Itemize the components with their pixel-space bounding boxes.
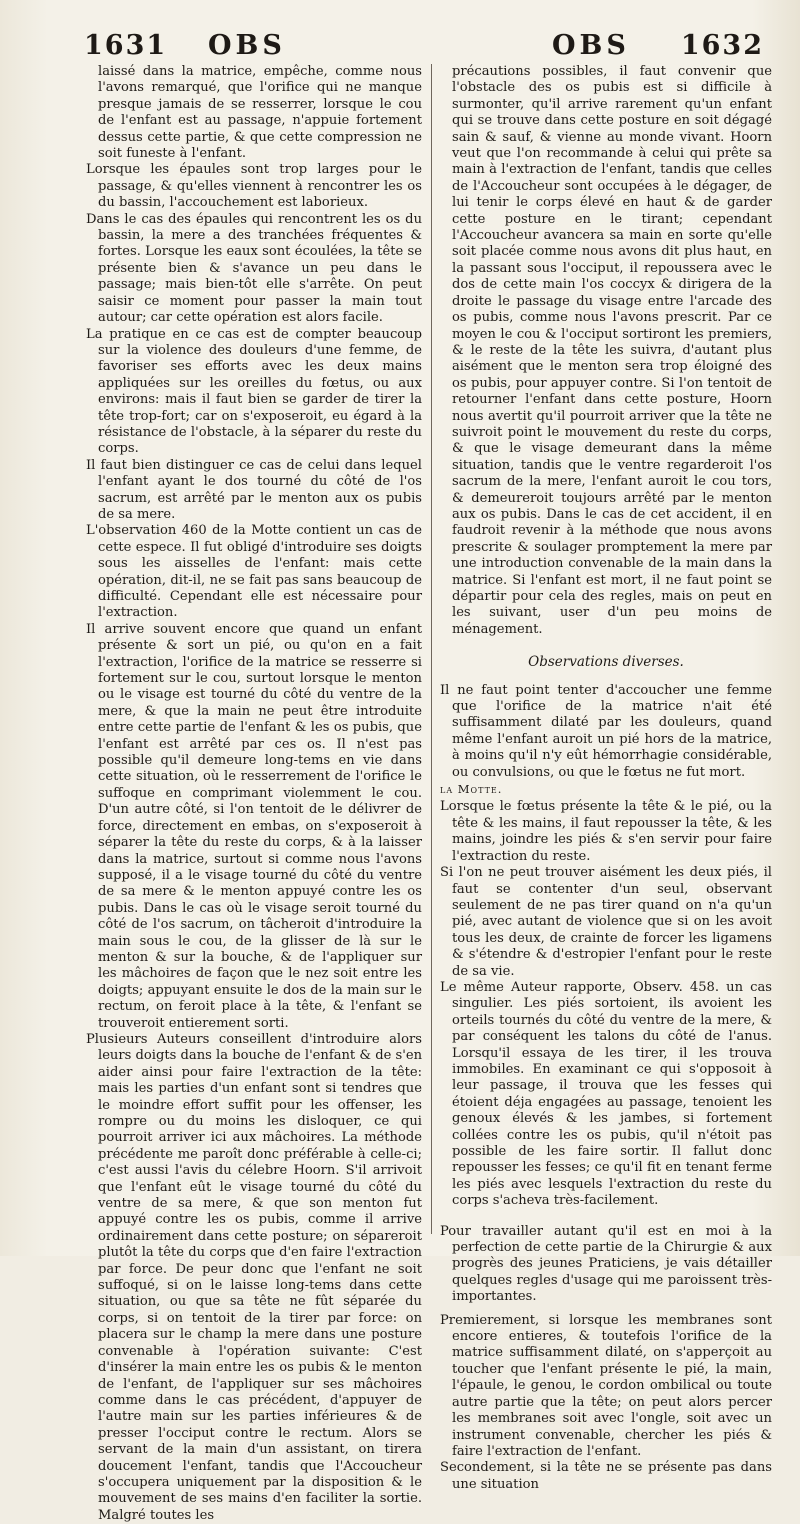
paragraph: laissé dans la matrice, empêche, comme nous l'avons remarqué, que l'orifice qui ne manque presque jamais de se resserrer, lorsque le cou de l'enfant est au passage, n'appuie fortement dessus cette partie, & que cette compression ne soit funeste à l'enfant.	[98, 64, 422, 162]
paragraph: Plusieurs Auteurs conseillent d'introduire alors leurs doigts dans la bouche de l'enfant & de s'en aider ainsi pour faire l'extraction de la tête: mais les parties d'un enfant sont si tendres que le moindre effort suffit pour les offenser, les rompre ou du moins les disloquer, ce qui pourroit arriver ici aux mâchoires. La méthode précédente me paroît donc préférable à celle-ci; c'est aussi l'avis du célebre Hoorn. S'il arrivoit que l'enfant eût le visage tourné du côté du ventre de sa mere, & que son menton fut appuyé contre les os pubis, comme il arrive ordinairement dans cette posture; on sépareroit plutôt la tête du corps que d'en faire l'extraction par force. De peur donc que l'enfant ne soit suffoqué, si on le laisse long-tems dans cette situation, ou que sa tête ne fût séparée du corps, si on tentoit de la tirer par force: on placera sur le champ la mere dans une posture convenable à l'opération suivante: C'est d'insérer la main entre les os pubis & le menton de l'enfant, de l'appliquer sur ses mâchoires comme dans le cas précédent, d'appuyer de l'autre main sur les parties inférieures & de presser l'occiput contre le rectum. Alors se servant de la main d'un assistant, on tirera doucement l'enfant, tandis que l'Accoucheur s'occupera uniquement par la disposition & le mouvement de ses mains d'en faciliter la sortie. Malgré toutes les	[86, 1031, 422, 1523]
paragraph: Secondement, si la tête ne se présente pas dans une situation	[440, 1460, 772, 1492]
paragraph: Lorsque les épaules sont trop larges pour le passage, & qu'elles viennent à rencontrer les os du bassin, l'accouchement est laborieux.	[86, 162, 422, 211]
running-title-left: OBS	[208, 30, 286, 61]
page-number-left: 1631	[84, 30, 168, 61]
page-header	[84, 30, 764, 66]
spacer	[440, 1210, 772, 1224]
paragraph: précautions possibles, il faut convenir que l'obstacle des os pubis est si difficile à surmonter, qu'il arrive rarement qu'un enfant qui se trouve dans cette posture en soit dégagé sain & sauf, & vienne au monde vivant. Hoorn veut que l'on recommande à celui qui prête sa main à l'extraction de l'enfant, tandis que celles de l'Accoucheur sont occupées à le dégager, de lui tenir le corps élevé en haut & de garder cette posture en le tirant; cependant l'Accoucheur avancera sa main en sorte qu'elle soit placée comme nous avons dit plus haut, en la passant sous l'occiput, il repoussera avec le dos de cette main l'os coccyx & dirigera de la droite le passage du visage entre l'arcade des os pubis, comme nous l'avons prescrit. Par ce moyen le cou & l'occiput sortiront les premiers, & le reste de la tête les suivra, d'autant plus aisément que le menton sera trop éloigné des os pubis, pour appuyer contre. Si l'on tentoit de retourner l'enfant dans cette posture, Hoorn nous avertit qu'il pourroit arriver que la tête ne suivroit point le mouvement du reste du corps, & que le visage demeurant dans la même situation, tandis que le ventre regarderoit l'os sacrum de la mere, l'enfant auroit le cou tors, & demeureroit toujours arrêté par le menton aux os pubis. Dans le cas de cet accident, il en faudroit revenir à la méthode que nous avons prescrite & soulager promptement la mere par une introduction convenable de la main dans la matrice. Si l'enfant est mort, il ne faut point se départir pour cela des regles, mais on peut en les suivant, user d'un peu moins de ménagement.	[452, 64, 772, 637]
paragraph: Lorsque le fœtus présente la tête & le pié, ou la tête & les mains, il faut repousser la tête, & les mains, joindre les piés & s'en servir pour faire l'extraction du reste.	[440, 799, 772, 864]
paragraph: Il arrive souvent encore que quand un enfant présente & sort un pié, ou qu'on en a fait l'extraction, l'orifice de la matrice se resserre si fortement sur le cou, surtout lorsque le menton ou le visage est tourné du côté du ventre de la mere, & que la main ne peut être introduite entre cette partie de l'enfant & les os pubis, que l'enfant est arrêté par ces os. Il n'est pas possible qu'il demeure long-tems en vie dans cette situation, où le resserrement de l'orifice le suffoque en comprimant violemment le cou. D'un autre côté, si l'on tentoit de le délivrer de force, directement en embas, on s'exposeroit à séparer la tête du reste du corps, & à la laisser dans la matrice, surtout si comme nous l'avons supposé, il a le visage tourné du côté du ventre de sa mere & le menton appuyé contre les os pubis. Dans le cas où le visage seroit tourné du côté de l'os sacrum, on tâcheroit d'introduire la main sous le cou, de la glisser de là sur le menton & sur la bouche, & de l'appliquer sur les mâchoires de façon que le nez soit entre les doigts; appuyant ensuite le dos de la main sur le rectum, on feroit place à la tête, & l'enfant se trouveroit entierement sorti.	[86, 621, 422, 1031]
paragraph: Le même Auteur rapporte, Observ. 458. un cas singulier. Les piés sortoient, ils avoient les orteils tournés du côté du ventre de la mere, & par conséquent les talons du côté de l'anus. Lorsqu'il essaya de les tirer, il les trouva immobiles. En examinant ce qui s'opposoit à leur passage, il trouva que les fesses qui étoient déja engagées au passage, tenoient les genoux élevés & les jambes, si fortement collées contre les os pubis, qu'il n'étoit pas possible de les faire sortir. Il fallut donc repousser les fesses; ce qu'il fit en tenant ferme les piés avec lesquels l'extraction du reste du corps s'acheva très-facilement.	[440, 979, 772, 1209]
page-number-right: 1632	[680, 30, 764, 61]
paragraph: Il faut bien distinguer ce cas de celui dans lequel l'enfant ayant le dos tourné du côté de l'os sacrum, est arrêté par le menton aux os pubis de sa mere.	[86, 457, 422, 522]
paragraph: La pratique en ce cas est de compter beaucoup sur la violence des douleurs d'une femme, de favoriser ses efforts avec les deux mains appliquées sur les oreilles du fœtus, ou aux environs: mais il faut bien se garder de tirer la tête trop-fort; car on s'exposeroit, eu égard à la résistance de l'obstacle, à la séparer du reste du corps.	[86, 326, 422, 457]
source-attribution: la Motte.	[440, 782, 503, 797]
paragraph: Premierement, si lorsque les membranes sont encore entieres, & toutefois l'orifice de la matrice suffisamment dilaté, on s'apperçoit au toucher que l'enfant présente le pié, la main, l'épaule, le genou, le cordon ombilical ou toute autre partie que la tête; on peut alors percer les membranes soit avec l'ongle, soit avec un instrument convenable, chercher les piés & faire l'extraction de l'enfant.	[440, 1312, 772, 1459]
paragraph: L'observation 460 de la Motte contient un cas de cette espece. Il fut obligé d'introduire ses doigts sous les aisselles de l'enfant: mais cette opération, dit-il, ne se fait pas sans beaucoup de difficulté. Cependant elle est nécessaire pour l'extraction.	[86, 523, 422, 621]
spacer	[440, 1306, 772, 1313]
left-column	[86, 64, 422, 1524]
paragraph: Pour travailler autant qu'il est en moi à la perfection de cette partie de la Chirurgie & aux progrès des jeunes Praticiens, je vais détailler quelques regles d'usage qui me paroissent très-importantes.	[440, 1223, 772, 1305]
right-column	[440, 64, 772, 1493]
running-title-right: OBS	[552, 30, 630, 61]
paragraph: Si l'on ne peut trouver aisément les deux piés, il faut se contenter d'un seul, observant seulement de ne pas tirer quand on n'a qu'un pié, avec autant de violence que si on les avoit tous les deux, de crainte de forcer les ligamens & s'étendre & d'estropier l'enfant pour le reste de sa vie.	[440, 865, 772, 979]
section-heading: Observations diverses.	[528, 654, 684, 671]
paragraph: Dans le cas des épaules qui rencontrent les os du bassin, la mere a des tranchées fréquentes & fortes. Lorsque les eaux sont écoulées, la tête se présente bien & s'avance un peu dans le passage; mais bien-tôt elle s'arrête. On peut saisir ce moment pour passer la main tout autour; car cette opération est alors facile.	[86, 211, 422, 326]
paragraph: Il ne faut point tenter d'accoucher une femme que l'orifice de la matrice n'ait été suffisamment dilaté par les douleurs, quand même l'enfant auroit un pié hors de la matrice, à moins qu'il n'y eût hémorrhagie considérable, ou convulsions, ou que le fœtus ne fut mort.	[440, 682, 772, 780]
column-divider	[431, 64, 432, 1234]
